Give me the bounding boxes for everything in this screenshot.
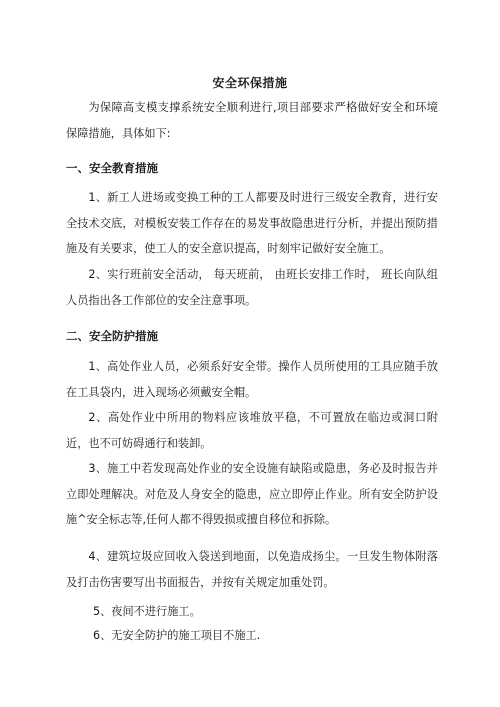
paragraph-protection-6: 6、无安全防护的施工项目不施工. <box>93 629 261 642</box>
paragraph-education-2: 2、实行班前安全活动， 每天班前， 由班长安排工作时， 班长向队组人员指出各工作部位的安全注意事项。 <box>66 268 438 307</box>
paragraph-protection-3: 3、施工中若发现高处作业的安全设施有缺陷或隐患，务必及时报告并立即处理解决。对危及人身安全的隐患，应立即停止作业。所有安全防护设施^安全标志等,任何人都不得毁损或擅自移位和拆除。 <box>66 462 438 526</box>
paragraph-education-1: 1、新工人进场或变换工种的工人都要及时进行三级安全教育，进行安全技术交底，对模板安装工作存在的易发事故隐患进行分析，并提出预防措施及有关要求，使工人的安全意识提高，时刻牢记做好安全施工。 <box>66 191 438 255</box>
document-title: 安全环保措施 <box>212 76 288 90</box>
section-heading-safety-education: 一、安全教育措施 <box>66 161 158 175</box>
paragraph-protection-5: 5、夜间不进行施工。 <box>93 605 201 618</box>
paragraph-protection-4: 4、建筑垃圾应回收入袋送到地面，以免造成扬尘。一旦发生物体附落及打击伤害要写出书面报告，并按有关规定加重处罚。 <box>66 550 438 589</box>
paragraph-protection-1: 1、高处作业人员，必须系好安全带。操作人员所使用的工具应随手放在工具袋内，进入现场必须戴安全帽。 <box>66 360 438 399</box>
intro-paragraph: 为保障高支模支撑系统安全顺利进行,项目部要求严格做好安全和环境保障措施，具体如下: <box>66 101 438 140</box>
section-heading-safety-protection: 二、安全防护措施 <box>66 329 158 343</box>
paragraph-protection-2: 2、高处作业中所用的物料应该堆放平稳，不可置放在临边或洞口附近，也不可妨碍通行和装卸。 <box>66 411 438 450</box>
